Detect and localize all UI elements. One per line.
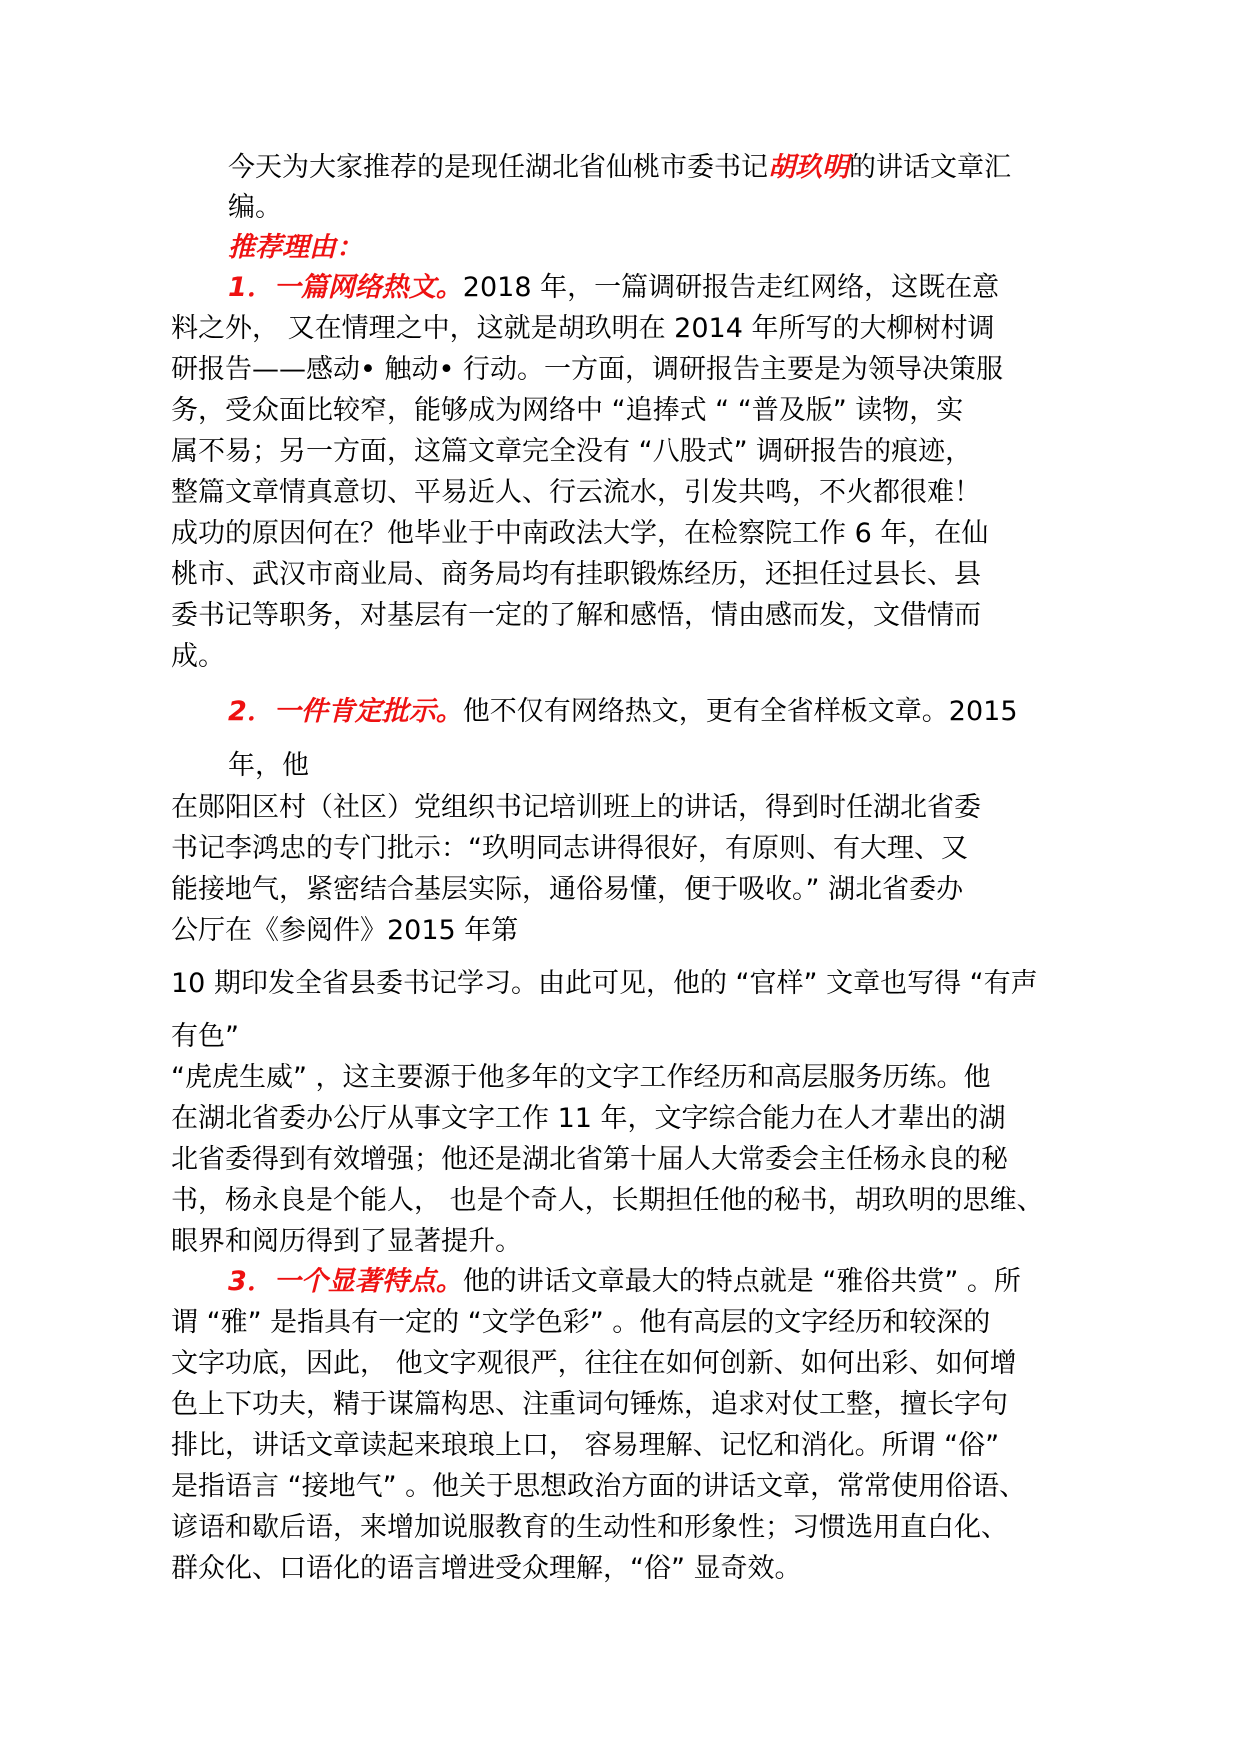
section2-line: 在郧阳区村（社区）党组织书记培训班上的讲话，得到时任湖北省委 bbox=[171, 792, 981, 823]
section1-line: 务，受众面比较窄，能够成为网络中 “追捧式 “ “普及版” 读物，实 bbox=[171, 395, 964, 426]
section3-line: 群众化、口语化的语言增进受众理解，“俗” 显奇效。 bbox=[171, 1553, 802, 1584]
section3-line: 是指语言 “接地气” 。他关于思想政治方面的讲话文章，常常使用俗语、 bbox=[171, 1471, 1027, 1502]
section1-line: 桃市、武汉市商业局、商务局均有挂职锻炼经历，还担任过县长、县 bbox=[171, 559, 981, 590]
section2-line-1 bbox=[228, 692, 1018, 732]
section2-line: 眼界和阅历得到了显著提升。 bbox=[171, 1226, 522, 1257]
section1-line-1 bbox=[228, 268, 999, 308]
section3-line: 色上下功夫，精于谋篇构思、注重词句锤炼，追求对仗工整，擅长字句 bbox=[171, 1389, 1008, 1420]
section2-line: 有色” bbox=[171, 1021, 239, 1052]
section3-line: 排比，讲话文章读起来琅琅上口， 容易理解、记忆和消化。所谓 “俗” bbox=[171, 1430, 1000, 1461]
section1-line: 研报告——感动• 触动• 行动。一方面，调研报告主要是为领导决策服 bbox=[171, 354, 1004, 385]
section3-line: 文字功底，因此， 他文字观很严，往往在如何创新、如何出彩、如何增 bbox=[171, 1348, 1017, 1379]
highlighted-name: 胡玖明 bbox=[768, 152, 849, 183]
section2-line: 在湖北省委办公厅从事文字工作 11 年，文字综合能力在人才辈出的湖 bbox=[171, 1103, 1006, 1134]
section1-line: 成功的原因何在？他毕业于中南政法大学，在检察院工作 6 年，在仙 bbox=[171, 518, 989, 549]
section2-line: 书，杨永良是个能人， 也是个奇人，长期担任他的秘书，胡玖明的思维、 bbox=[171, 1185, 1044, 1216]
intro-text-after: 的讲话文章汇 bbox=[849, 152, 1011, 183]
section3-line-1 bbox=[228, 1262, 1021, 1302]
section3-text: 他的讲话文章最大的特点就是 “雅俗共赏” 。所 bbox=[462, 1266, 1021, 1297]
section1-line: 属不易；另一方面，这篇文章完全没有 “八股式” 调研报告的痕迹， bbox=[171, 436, 973, 467]
section1-line: 料之外， 又在情理之中，这就是胡玖明在 2014 年所写的大柳树村调 bbox=[171, 313, 995, 344]
reason-heading: 推荐理由： bbox=[228, 232, 363, 263]
section2-line: 北省委得到有效增强；他还是湖北省第十届人大常委会主任杨永良的秘 bbox=[171, 1144, 1008, 1175]
section2-line: 书记李鸿忠的专门批示：“玖明同志讲得很好，有原则、有大理、又 bbox=[171, 833, 968, 864]
section2-line: 能接地气，紧密结合基层实际，通俗易懂，便于吸收。” 湖北省委办 bbox=[171, 874, 964, 905]
section1-line: 整篇文章情真意切、平易近人、行云流水，引发共鸣，不火都很难！ bbox=[171, 477, 981, 508]
section2-line: “虎虎生威” ，这主要源于他多年的文字工作经历和高层服务历练。他 bbox=[171, 1062, 991, 1093]
section2-line: 公厅在《参阅件》2015 年第 bbox=[171, 915, 519, 946]
section1-heading: 1．一篇网络热文。 bbox=[228, 272, 463, 303]
intro-line-1 bbox=[228, 148, 1011, 188]
section1-line: 成。 bbox=[171, 641, 225, 672]
section3-line: 谚语和歇后语，来增加说服教育的生动性和形象性；习惯选用直白化、 bbox=[171, 1512, 1008, 1543]
section2-line: 10 期印发全省县委书记学习。由此可见，他的 “官样” 文章也写得 “有声 bbox=[171, 968, 1038, 999]
section3-heading: 3．一个显著特点。 bbox=[228, 1266, 463, 1297]
section2-heading: 2．一件肯定批示。 bbox=[228, 696, 463, 727]
section3-line: 谓 “雅” 是指具有一定的 “文学色彩” 。他有高层的文字经历和较深的 bbox=[171, 1307, 991, 1338]
section2-text: 他不仅有网络热文，更有全省样板文章。2015 bbox=[462, 696, 1018, 727]
section1-line: 委书记等职务，对基层有一定的了解和感悟，情由感而发，文借情而 bbox=[171, 600, 981, 631]
intro-line-2: 编。 bbox=[228, 192, 282, 223]
intro-text-before: 今天为大家推荐的是现任湖北省仙桃市委书记 bbox=[228, 152, 768, 183]
section2-line: 年，他 bbox=[228, 750, 309, 781]
section1-text: 2018 年，一篇调研报告走红网络，这既在意 bbox=[462, 272, 1000, 303]
